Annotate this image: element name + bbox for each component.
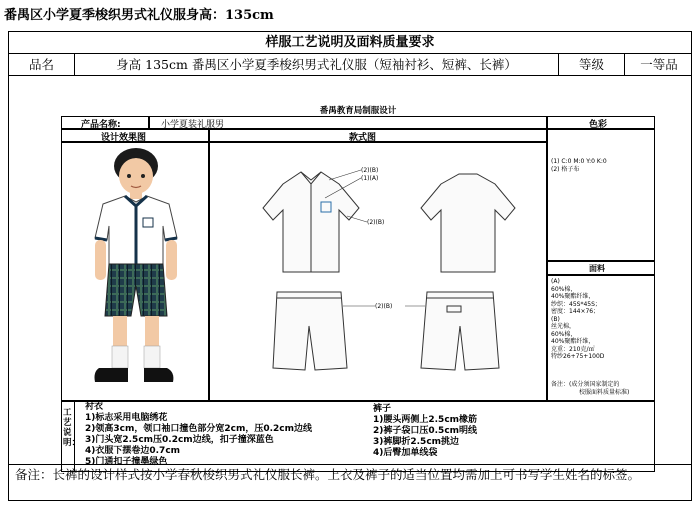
pants-item: 3)裤脚折2.5cm挑边 xyxy=(373,437,460,447)
fabric-line: 克重：210克/㎡ xyxy=(551,345,595,353)
grade-value: 一等品 xyxy=(640,57,678,72)
grade-label: 等级 xyxy=(559,54,625,75)
color-item-1: (1) C:0 M:0 Y:0 K:0 xyxy=(551,158,607,165)
effect-header: 设计效果图 xyxy=(101,133,147,143)
style-header: 款式图 xyxy=(349,133,377,143)
shirt-item: 5)门通扣子撞墨绿色 xyxy=(85,457,168,467)
fabric-list xyxy=(551,278,604,361)
sheet-header: 番禺教育局制服设计 xyxy=(319,106,397,116)
shirt-item: 1)标志采用电脑绣花 xyxy=(85,413,168,423)
color-item-2: (2) 格子布 xyxy=(551,166,580,173)
fabric-line: 密度：144×76； xyxy=(551,308,600,315)
pants-craft xyxy=(373,404,573,459)
shirt-item: 3)门头宽2.5cm压0.2cm边线，扣子撞深蓝色 xyxy=(85,435,274,445)
shirt-item: 4)衣服下摆卷边0.7cm xyxy=(85,446,181,456)
table-title: 样服工艺说明及面料质量要求 xyxy=(9,32,691,54)
product-name-label: 品名 xyxy=(9,54,75,75)
fabric-line: (A) xyxy=(551,278,560,285)
product-value: 小学夏装礼服男 xyxy=(161,120,225,130)
page-title: 番禺区小学夏季梭织男式礼仪服身高：135cm xyxy=(4,8,274,23)
spec-table xyxy=(8,31,692,501)
fabric-header: 面料 xyxy=(589,264,605,273)
fabric-line: 40%聚酯纤维， xyxy=(551,338,595,345)
fabric-line: 丝光棉， xyxy=(551,323,576,330)
fabric-line: (B) xyxy=(551,315,560,323)
fabric-line: 40%聚酯纤维， xyxy=(551,293,595,300)
design-sheet xyxy=(61,102,655,472)
color-area xyxy=(547,129,655,261)
pants-item: 1)腰头两侧上2.5cm橡筋 xyxy=(373,415,478,425)
callout-shorts: (2)(B) xyxy=(375,303,393,310)
product-row xyxy=(9,54,691,76)
callout-body: (1)(A) xyxy=(361,175,379,182)
fabric-remark-2: 校服面料质量标准) xyxy=(579,389,630,396)
callout-collar: (2)(B) xyxy=(361,167,379,174)
pants-item: 4)后臀加单线袋 xyxy=(373,448,438,458)
shirt-item: 2)领高3cm，领口袖口撞色部分宽2cm，压0.2cm边线 xyxy=(85,424,312,434)
bottom-note: 备注：长裤的设计样式按小学春秋梭织男式礼仪服长裤。上衣及裤子的适当位置均需加上可书写学生姓名的标签。 xyxy=(9,464,691,502)
callout-sleeve: (2)(B) xyxy=(367,219,385,226)
boy-illustration xyxy=(81,146,191,398)
craft-label: 工艺说明： xyxy=(63,408,81,448)
fabric-line: 特纱26+75+100D xyxy=(551,353,605,360)
product-label: 产品名称: xyxy=(81,120,121,130)
fabric-line: 纱织：45S*45S； xyxy=(551,300,601,308)
product-name-value: 身高 135cm 番禺区小学夏季梭织男式礼仪服（短袖衬衫、短裤、长裤） xyxy=(75,54,559,75)
pants-item: 2)裤子袋口压0.5cm明线 xyxy=(373,426,478,436)
fabric-remark-1: 备注：(成分须国家制定的 xyxy=(551,381,620,388)
fabric-line: 60%棉， xyxy=(551,330,577,338)
shirt-craft xyxy=(85,402,365,468)
pants-title: 裤子 xyxy=(373,404,392,414)
fabric-line: 60%棉， xyxy=(551,285,577,293)
shirt-title: 衬衣 xyxy=(85,402,104,412)
color-header: 色彩 xyxy=(589,120,608,130)
